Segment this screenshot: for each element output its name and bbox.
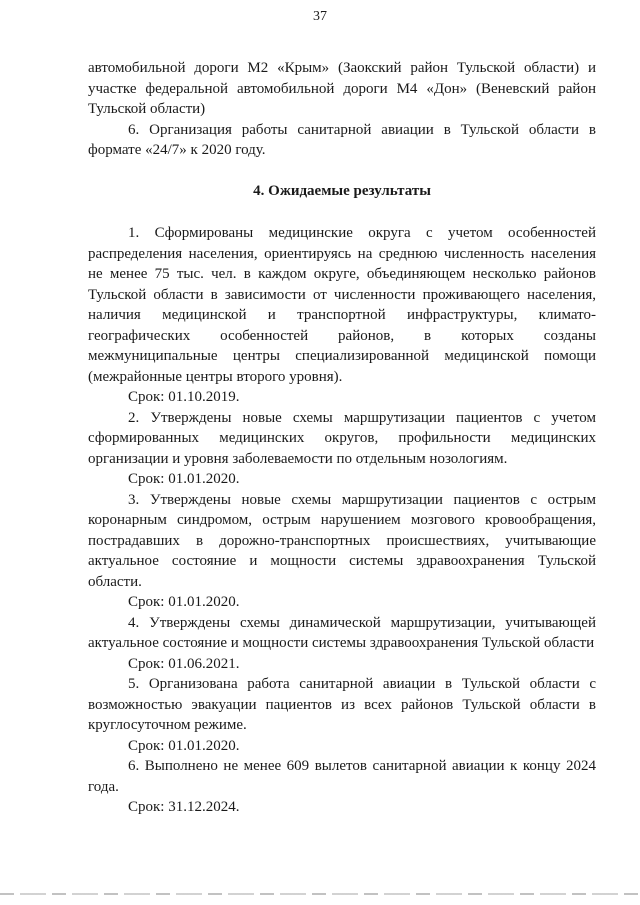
document-body bbox=[88, 58, 596, 818]
result-deadline: Срок: 01.10.2019. bbox=[128, 389, 240, 405]
continuation-paragraph: 6. Организация работы санитарной авиации в Тульской области в формате «24/7» к 2020 году. bbox=[88, 121, 596, 158]
result-item: 4. Утверждены схемы динамической маршрутизации, учитывающей актуальное состояние и мощности системы здравоохранения Тульской области bbox=[88, 614, 596, 651]
result-deadline: Срок: 01.01.2020. bbox=[128, 471, 240, 487]
result-item: 5. Организована работа санитарной авиации в Тульской области с возможностью эвакуации пациентов из всех районов Тульской области в круглосуточном режиме. bbox=[88, 676, 596, 733]
result-item: 6. Выполнено не менее 609 вылетов санитарной авиации к концу 2024 года. bbox=[88, 758, 596, 795]
section-heading: 4. Ожидаемые результаты bbox=[253, 182, 431, 199]
result-item: 3. Утверждены новые схемы маршрутизации пациентов с острым коронарным синдромом, острым нарушением мозгового кровообращения, пострадавших в дорожно-транспортных происшествиях, учитывающие актуальное состояние и мощности системы здравоохранения Тульской области. bbox=[88, 491, 596, 590]
continuation-paragraph: автомобильной дороги М2 «Крым» (Заокский район Тульской области) и участке федеральной автомобильной дороги М4 «Дон» (Веневский район Тульской области) bbox=[88, 60, 596, 117]
page-number: 37 bbox=[313, 9, 327, 24]
result-item: 2. Утверждены новые схемы маршрутизации пациентов с учетом сформированных медицинских округов, профильности медицинских организации и уровня заболеваемости по отдельным нозологиям. bbox=[88, 409, 596, 467]
result-deadline: Срок: 01.01.2020. bbox=[128, 594, 240, 610]
scan-artifact-line bbox=[0, 893, 640, 895]
result-item: 1. Сформированы медицинские округа с учетом особенностей распределения населения, ориентируясь на среднюю численность населения не менее 75 тыс. чел. в каждом округе, объединяющем несколько районов Тульской области в зависимости от численности проживающего населения, наличия медицинской и транспортной инфраструктуры, климато-географических особенностей районов, в которых созданы межмуниципальные центры специализированной медицинской помощи (межрайонные центры второго уровня). bbox=[88, 225, 596, 385]
result-deadline: Срок: 01.01.2020. bbox=[128, 737, 240, 754]
result-deadline: Срок: 31.12.2024. bbox=[128, 799, 240, 815]
result-deadline: Срок: 01.06.2021. bbox=[128, 655, 240, 672]
